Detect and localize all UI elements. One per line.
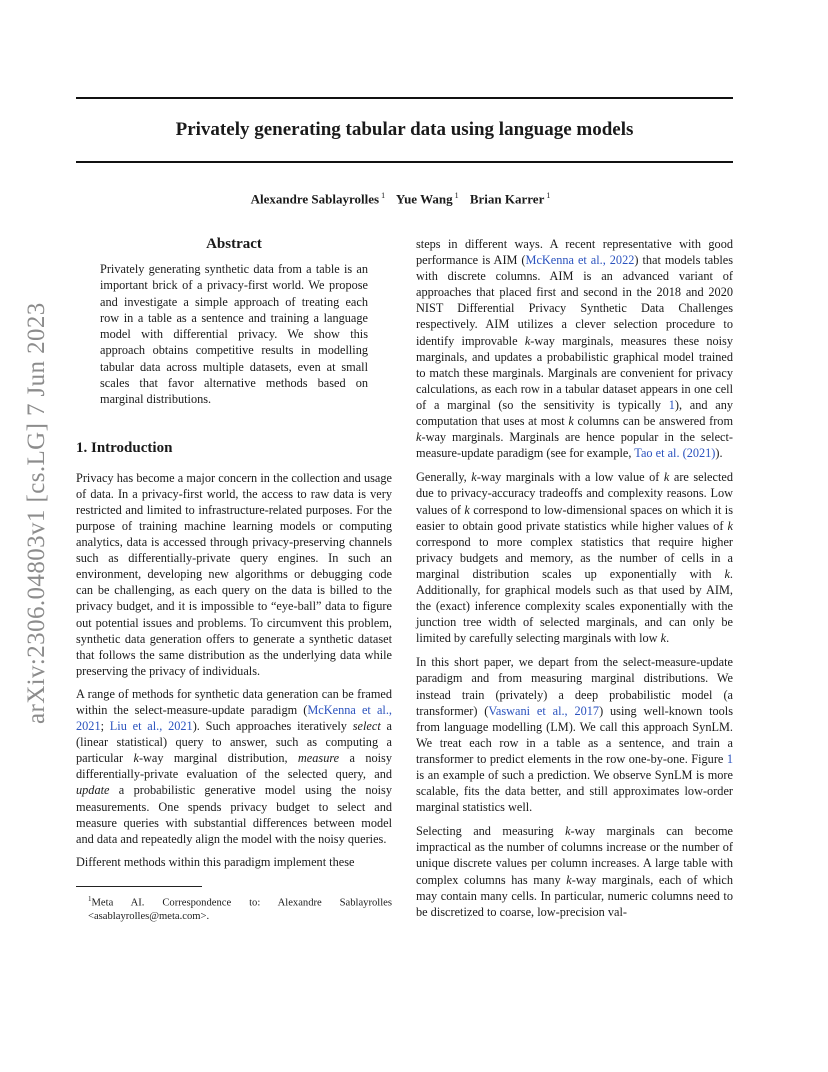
title-bottom-rule [76, 161, 733, 163]
right-column [416, 236, 733, 928]
affiliation-footnote: $^1$Meta AI. Correspondence to: Alexandre Sablayrolles <asablayrolles@meta.com>. [88, 894, 392, 922]
author-affiliation: 1 [546, 191, 551, 200]
author-affiliation: 1 [454, 191, 459, 200]
right-paragraph-2: Generally, k-way marginals with a low value of k are selected due to privacy-accuracy tradeoffs and complexity reasons. Low values of k correspond to low-dimensional spaces on which it is easier to obtain good private statistics while higher values of k correspond to more complex statistics that require higher privacy budgets and memory, as the number of cells in a marginal distribution scales up exponentially with k. Additionally, for graphical models such as that used by AIM, the (exact) inference complexity scales exponentially with the junction tree width of selected marginals, and can only be limited by carefully selecting marginals with low k. [416, 470, 733, 646]
citation-link[interactable]: Vaswani et al., 2017 [488, 703, 600, 718]
intro-paragraph-1: Privacy has become a major concern in the collection and usage of data. In a privacy-first world, the access to raw data is very restricted and limited to infrastructure-related purposes. For the purpose of training machine learning models or computing analytics, data is accessed through privacy-preserving channels such as differentially-private query engines. In such an environment, developing new algorithms or debugging code can be challenging, as each query on the data is billed to the privacy budget, and it is impossible to “eye-ball” data to figure out potential issues and problems. To circumvent this problem, synthetic data generation offers to generate a synthetic dataset that follows the same distribution as the underlying data while preserving the privacy of individuals. [76, 470, 392, 678]
author-name: Brian Karrer [469, 191, 545, 207]
author-name: Alexandre Sablayrolles [250, 191, 380, 207]
right-paragraph-4: Selecting and measuring k-way marginals can become impractical as the number of columns increase or the number of unique discrete values per column increases. A large table with complex columns has many k-way marginals, each of which may contain many cells. In particular, numeric columns need to be discretized to coarse, low-precision val- [416, 824, 733, 919]
intro-paragraph-2: A range of methods for synthetic data generation can be framed within the select-measure-update paradigm (McKenna et al., 2021; Liu et al., 2021). Such approaches iteratively select a (linear statistical) query to answer, such as computing a particular k-way marginal distribution, measure a noisy differentially-private evaluation of the selected query, and update a probabilistic generative model using the noisy measurements. One spends privacy budget to select and measure queries with substantial differences between model and data and repeatedly align the model with the noisy queries. [76, 686, 392, 846]
right-paragraph-3: In this short paper, we depart from the select-measure-update paradigm and from measuring marginal distributions. We instead train (privately) a deep probabilistic model (a transformer) (Vaswani et al., 2017) using well-known tools from language modelling (LM). We call this approach SynLM. We treat each row in a table as a sentence, and train a transformer to predict elements in the row one-by-one. Figure 1 is an example of such a prediction. We observe SynLM is more scalable, fits the data better, and still approximates low-order marginal statistics well. [416, 655, 733, 815]
citation-link[interactable]: McKenna et al., 2021 [76, 702, 392, 734]
author-affiliation: 1 [381, 191, 386, 200]
paper-title: Privately generating tabular data using language models [175, 119, 634, 140]
author-name: Yue Wang [395, 191, 453, 207]
citation-link[interactable]: McKenna et al., 2022 [525, 253, 635, 268]
abstract-body: Privately generating synthetic data from a table is an important brick of a privacy-first world. We propose and investigate a simple approach of treating each row in a table as a sentence and training a language model with differential privacy. We show this approach obtains competitive results in modelling tabular data across multiple datasets, even at small scales that favor alternative methods based on marginal distributions. [100, 262, 368, 407]
abstract-heading: Abstract [206, 236, 262, 252]
section-heading-introduction: 1. Introduction [76, 439, 173, 456]
citation-link[interactable]: Liu et al., 2021 [109, 719, 193, 734]
footnote-divider [76, 886, 202, 887]
left-column [76, 236, 392, 923]
arxiv-identifier: arXiv:2306.04803v1 [cs.LG] 7 Jun 2023 [23, 302, 50, 724]
title-top-rule [76, 97, 733, 99]
intro-paragraph-3: Different methods within this paradigm implement these [76, 854, 355, 869]
right-paragraph-1: steps in different ways. A recent representative with good performance is AIM (McKenna et al., 2022) that models tables with discrete columns. AIM is an advanced variant of approaches that placed first and second in the 2018 and 2020 NIST Differential Privacy Synthetic Data Challenges respectively. AIM utilizes a clever selection procedure to identify improvable k-way marginals, measures these noisy marginals, and updates a probabilistic graphical model trained to match these marginals. Marginals are convenient for privacy calculations, as each row in a tabular dataset appears in one cell of a marginal (so the sensitivity is typically 1), and any computation that uses at most k columns can be answered from k-way marginals. Marginals are hence popular in the select-measure-update paradigm (see for example, Tao et al. (2021)). [416, 237, 734, 461]
author-list [76, 191, 733, 207]
figure-reference-link[interactable]: 1 [726, 751, 733, 766]
citation-link[interactable]: Tao et al. (2021) [634, 446, 716, 461]
